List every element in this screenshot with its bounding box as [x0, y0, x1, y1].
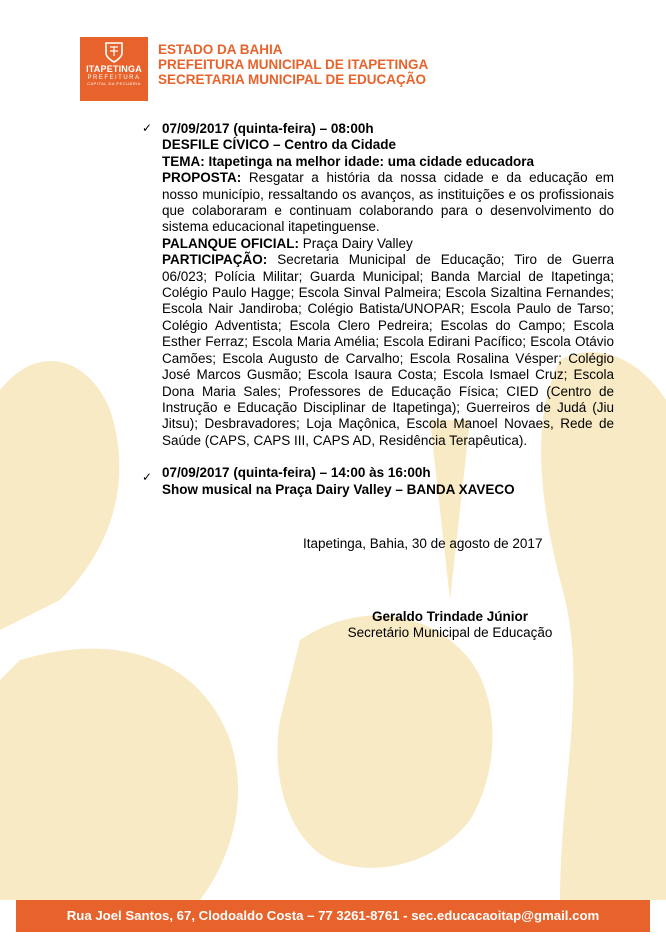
header-prefeitura: PREFEITURA MUNICIPAL DE ITAPETINGA	[158, 57, 429, 72]
participacao-label: PARTICIPAÇÃO:	[162, 252, 268, 268]
footer-contact: Rua Joel Santos, 67, Clodoaldo Costa – 77 3261-8761 - sec.educacaoitap@gmail.com	[66, 908, 600, 923]
participacao-text: Secretaria Municipal de Educação; Tiro de Guerra 06/023; Polícia Militar; Guarda Municipal; Banda Marcial de Itapetinga; Colégio Paulo Hagge; Escola Sinval Palmeira; Escola Sizaltina Fernandes; Escola Nair Jandiroba; Colégio Batista/UNOPAR; Escola Paulo de Tarso; Colégio Adventista; Escola Clero Pedreira; Escolas do Campo; Escola Esther Ferraz; Escola Maria Amélia; Escola Edirani Pacífico; Escola Otávio Camões; Escola Augusto de Carvalho; Escola Rosalina Vésper; Colégio José Marcos Gusmão; Escola Isaura Costa; Escola Ismael Cruz; Escola Dona Maria Sales; Professores de Educação Física; CIED (Centro de Instrução e Educação Disciplinar de Itapetinga); Guerreiros de Judá (Jiu Jitsu); Desbravadores; Loja Maçônica, Escola Manoel Novaes, Rede de Saúde (CAPS, CAPS III, CAPS AD, Residência Terapêutica).	[162, 252, 614, 448]
logo-tagline: CAPITAL DA PECUÁRIA	[87, 81, 141, 86]
palanque-label: PALANQUE OFICIAL:	[162, 235, 299, 251]
letterhead	[158, 42, 428, 87]
header-state: ESTADO DA BAHIA	[158, 42, 283, 57]
header-secretaria: SECRETARIA MUNICIPAL DE EDUCAÇÃO	[158, 72, 427, 87]
event1-datetime: 07/09/2017 (quinta-feira) – 08:00h	[162, 121, 374, 136]
event-desfile	[162, 121, 614, 449]
event1-proposta	[162, 170, 614, 236]
signatory-role: Secretário Municipal de Educação	[347, 625, 553, 640]
check-icon: ✓	[142, 121, 153, 135]
logo-name: ITAPETINGA	[86, 64, 142, 74]
proposta-label: PROPOSTA:	[162, 170, 242, 186]
municipal-logo	[80, 37, 148, 101]
signature-block	[300, 609, 600, 641]
logo-sub: PREFEITURA	[87, 75, 141, 81]
signatory-name: Geraldo Trindade Júnior	[371, 609, 529, 624]
event1-title: DESFILE CÍVICO – Centro da Cidade	[162, 137, 397, 153]
event1-tema: TEMA: Itapetinga na melhor idade: uma cidade educadora	[162, 153, 535, 169]
event-list	[162, 121, 614, 498]
footer-bar	[16, 900, 650, 932]
event-show	[162, 465, 614, 498]
event1-palanque	[162, 236, 614, 252]
place-date: Itapetinga, Bahia, 30 de agosto de 2017	[303, 536, 543, 551]
check-icon: ✓	[142, 470, 153, 484]
palanque-text: Praça Dairy Valley	[302, 235, 413, 251]
crest-icon	[104, 41, 124, 63]
event1-participacao	[162, 252, 614, 449]
proposta-text: Resgatar a história da nossa cidade e da educação em nosso município, ressaltando os avanços, as instituições e os profissionais que colaboraram e continuam colaborando para o desenvolvimento do sistema educacional itapetinguense.	[162, 170, 614, 235]
event2-datetime: 07/09/2017 (quinta-feira) – 14:00 às 16:00h	[162, 465, 431, 481]
event2-title: Show musical na Praça Dairy Valley – BANDA XAVECO	[162, 481, 515, 497]
